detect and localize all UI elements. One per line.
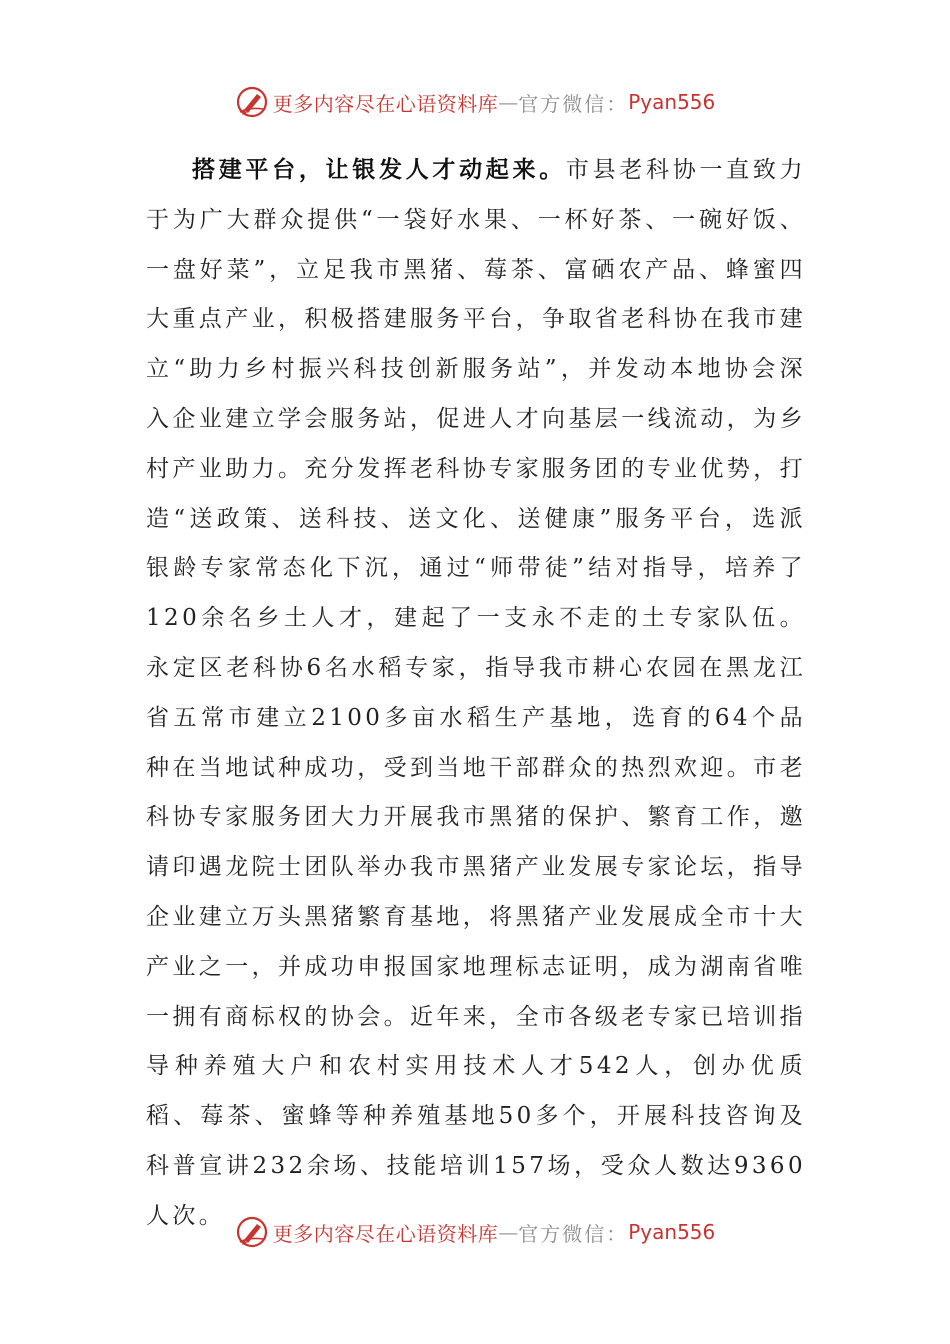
watermark-slogan: 更多内容尽在心语资料库 (272, 1221, 499, 1246)
watermark-wechat-id: Pyan556 (628, 1220, 716, 1244)
watermark-separator: — (498, 90, 519, 114)
watermark-wechat-id: Pyan556 (628, 90, 716, 114)
watermark-slogan: 更多内容尽在心语资料库 (272, 91, 499, 116)
watermark-separator: — (498, 1220, 519, 1244)
pen-logo-icon (235, 1215, 269, 1249)
watermark-official-label: 官方微信： (518, 1221, 629, 1246)
pen-logo-icon (235, 85, 269, 119)
header-watermark-banner (0, 82, 950, 122)
article-paragraph (146, 145, 806, 1242)
footer-watermark-banner (0, 1212, 950, 1252)
paragraph-body-text: 市县老科协一直致力于为广大群众提供“一袋好水果、一杯好茶、一碗好饭、一盘好菜”，立足我市黑猪、莓茶、富硒农产品、蜂蜜四大重点产业，积极搭建服务平台，争取省老科协在我市建立“助力乡村振兴科技创新服务站”，并发动本地协会深入企业建立学会服务站，促进人才向基层一线流动，为乡村产业助力。充分发挥老科协专家服务团的专业优势，打造“送政策、送科技、送文化、送健康”服务平台，选派银龄专家常态化下沉，通过“师带徒”结对指导，培养了120余名乡土人才，建起了一支永不走的土专家队伍。永定区老科协6名水稻专家，指导我市耕心农园在黑龙江省五常市建立2100多亩水稻生产基地，选育的64个品种在当地试种成功，受到当地干部群众的热烈欢迎。市老科协专家服务团大力开展我市黑猪的保护、繁育工作，邀请印遇龙院士团队举办我市黑猪产业发展专家论坛，指导企业建立万头黑猪繁育基地，将黑猪产业发展成全市十大产业之一，并成功申报国家地理标志证明，成为湖南省唯一拥有商标权的协会。近年来，全市各级老专家已培训指导种养殖大户和农村实用技术人才542人，创办优质稻、莓茶、蜜蜂等种养殖基地50多个，开展科技咨询及科普宣讲232余场、技能培训157场，受众人数达9360人次。 (146, 157, 806, 1229)
watermark-official-label: 官方微信： (518, 91, 629, 116)
paragraph-lead-heading: 搭建平台，让银发人才动起来。 (192, 156, 566, 183)
